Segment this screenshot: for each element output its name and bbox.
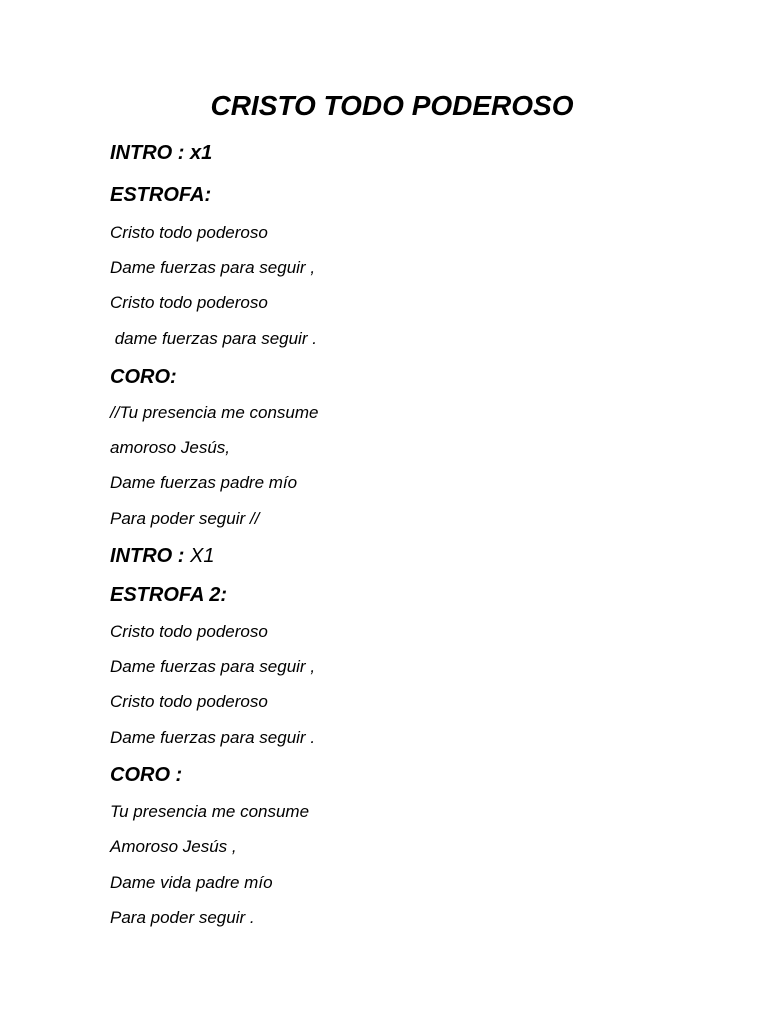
estrofa-2-line-4: Dame fuerzas para seguir .	[110, 728, 316, 747]
estrofa-2-line-3: Cristo todo poderoso	[110, 692, 268, 711]
coro-2-heading: CORO :	[110, 764, 183, 786]
coro-1-line-2: amoroso Jesús,	[110, 438, 230, 457]
coro-2-line-2: Amoroso Jesús ,	[110, 837, 237, 856]
coro-2-line-1: Tu presencia me consume	[110, 802, 310, 821]
coro-2-line-4: Para poder seguir .	[110, 908, 255, 927]
estrofa-2-heading: ESTROFA 2:	[110, 584, 228, 606]
coro-1-line-1: //Tu presencia me consume	[110, 403, 319, 422]
intro-1-heading: INTRO : x1	[110, 142, 213, 164]
estrofa-1-line-1: Cristo todo poderoso	[110, 223, 268, 242]
intro-2-heading	[110, 543, 214, 569]
coro-1-line-3: Dame fuerzas padre mío	[110, 473, 298, 492]
coro-1-line-4: Para poder seguir //	[110, 509, 260, 528]
intro-2-value: X1	[184, 545, 215, 567]
estrofa-2-line-1: Cristo todo poderoso	[110, 622, 268, 641]
song-title: CRISTO TODO PODEROSO	[210, 90, 574, 121]
estrofa-2-line-2: Dame fuerzas para seguir ,	[110, 657, 316, 676]
coro-1-heading: CORO:	[110, 366, 177, 388]
estrofa-1-heading: ESTROFA:	[110, 184, 212, 206]
estrofa-1-line-4: dame fuerzas para seguir .	[110, 329, 317, 348]
estrofa-1-line-2: Dame fuerzas para seguir ,	[110, 258, 316, 277]
coro-2-line-3: Dame vida padre mío	[110, 873, 273, 892]
intro-2-label: INTRO :	[110, 545, 185, 567]
estrofa-1-line-3: Cristo todo poderoso	[110, 293, 268, 312]
